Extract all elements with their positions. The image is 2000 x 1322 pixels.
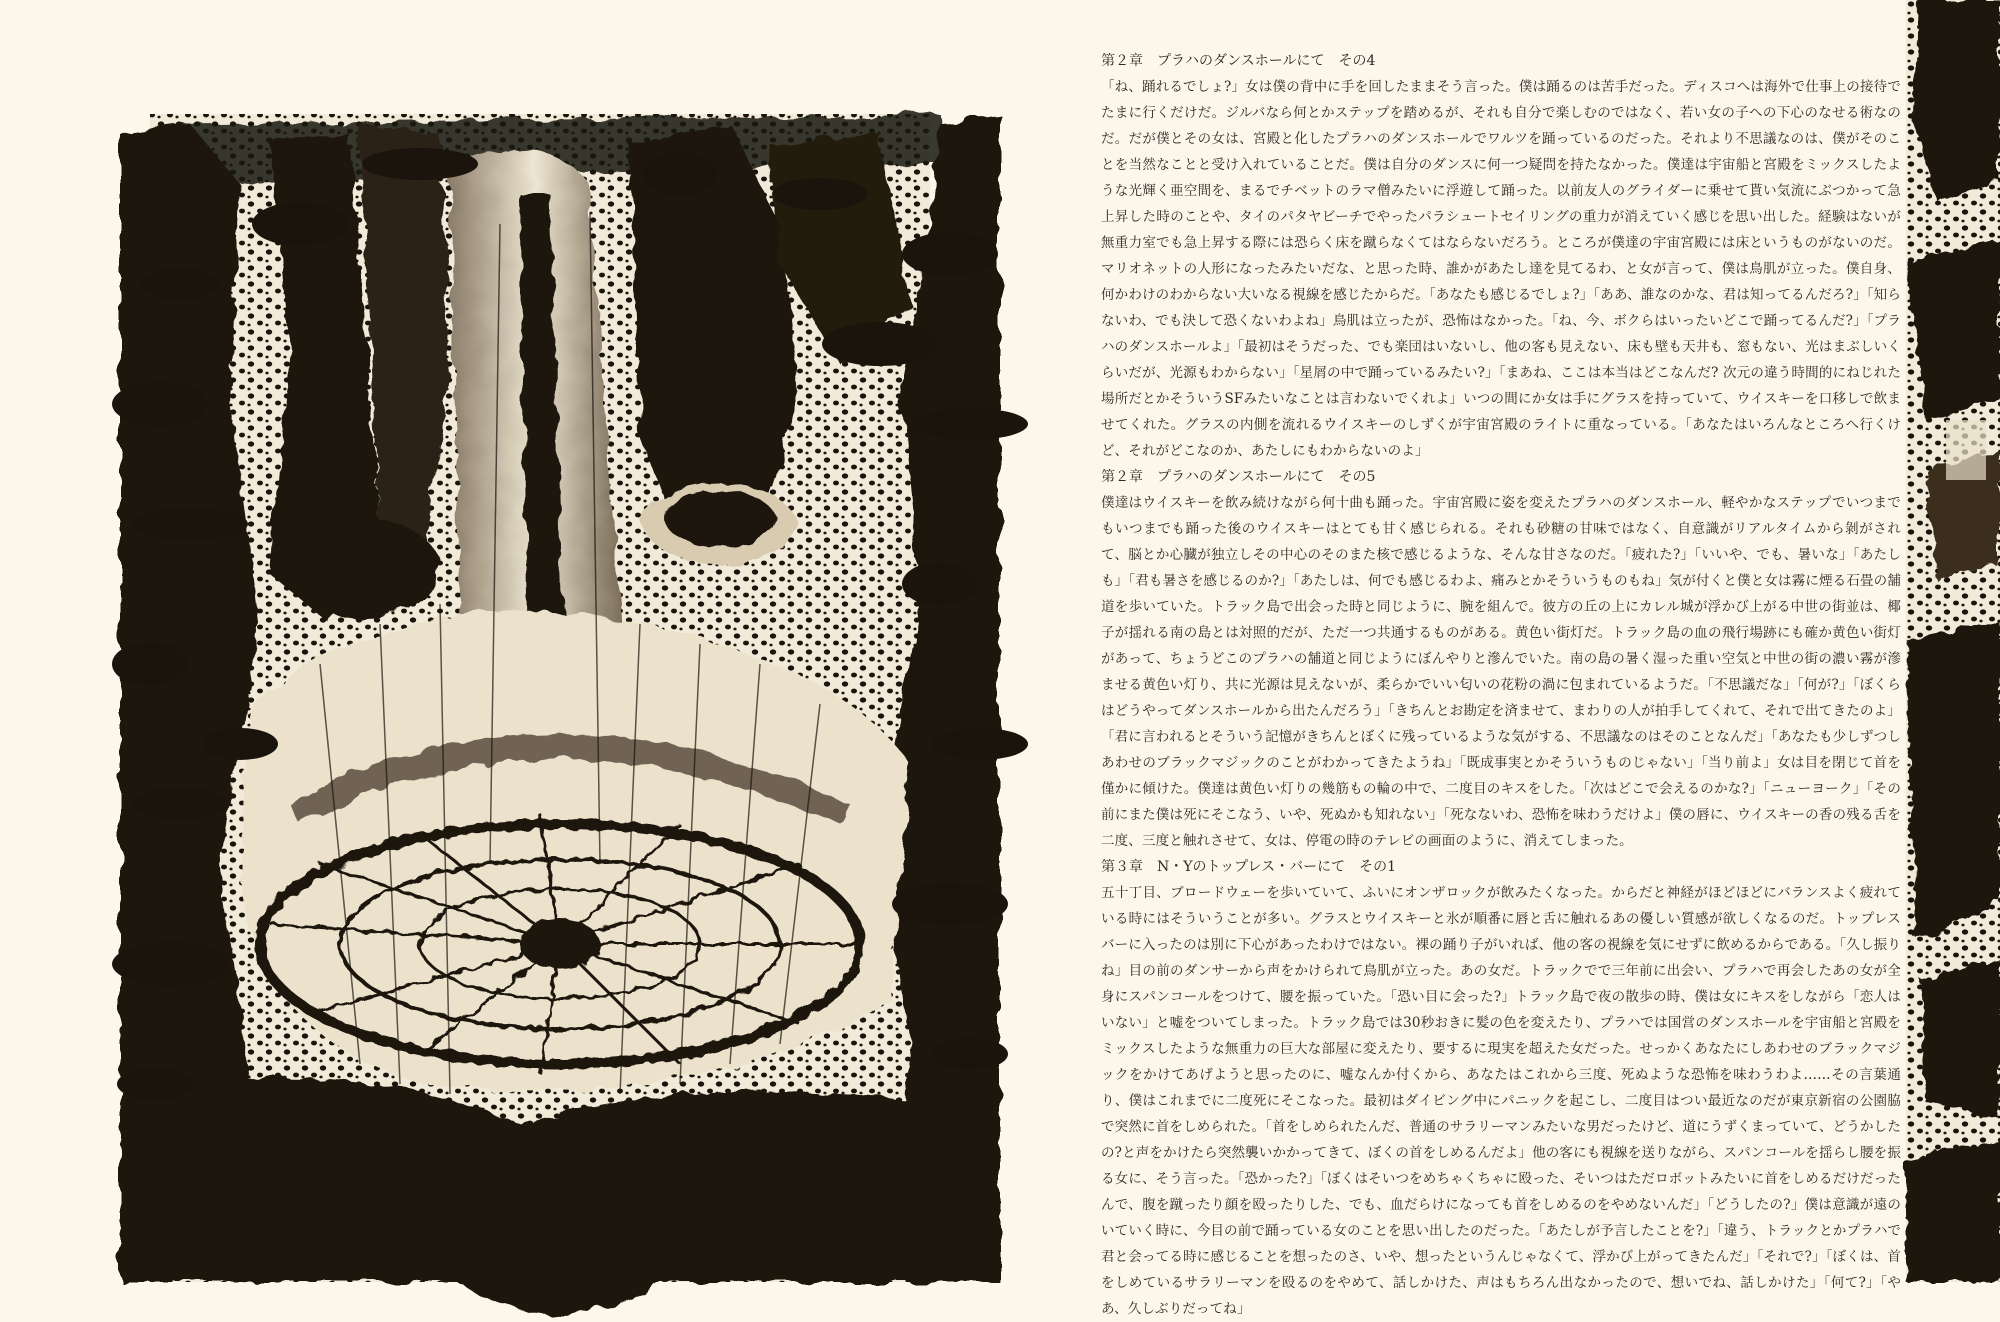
brush-dab: [112, 942, 228, 986]
brush-dab: [112, 382, 208, 426]
brush-dab: [902, 232, 998, 276]
ink-painting-edge: [1906, 0, 2000, 1282]
section-body: 「ね、踊れるでしょ?」女は僕の背中に手を回したままそう言った。僕は踊るのは苦手だった。ディスコへは海外で仕事上の接待でたまに行くだけだ。ジルバなら何とかステップを踏めるが、それも自分で楽しむのではなく、若い女の子への下心のなせる術なのだ。だが僕とその女は、宮殿と化したプラハのダンスホールでワルツを踊っているのだった。それより不思議なのは、僕がそのことを当然なことと受け入れていることだ。僕は自分のダンスに何一つ疑問を持たなかった。僕達は宇宙船と宮殿をミックスしたような光輝く亜空間を、まるでチベットのラマ僧みたいに浮遊して踊った。以前友人のグライダーに乗せて貰い気流にぶつかって急上昇した時のことや、タイのパタヤビーチでやったパラシュートセイリングの重力が消えていく感じを思い出した。経験はないが無重力室でも急上昇する際には恐らく床を蹴らなくてはならないだろう。ところが僕達の宇宙宮殿には床というものがないのだ。マリオネットの人形になったみたいだな、と思った時、誰かがあたし達を見てるわ、と女が言って、僕は鳥肌が立った。僕自身、何かわけのわからない大いなる視線を感じたからだ。「あなたも感じるでしょ?」「ああ、誰なのかな、君は知ってるんだろ?」「知らないわ、でも決して恐くないわよね」鳥肌は立ったが、恐怖はなかった。「ね、今、ボクらはいったいどこで踊ってるんだ?」「プラハのダンスホールよ」「最初はそうだった、でも楽団はいないし、他の客も見えない、床も壁も天井も、窓もない、光はまぶしいくらいだが、光源もわからない」「星屑の中で踊っているみたい?」「まあね、ここは本当はどこなんだ? 次元の違う時間的にねじれた場所だとかそういうSFみたいなことは言わないでくれよ」いつの間にか女は手にグラスを持っていて、ウイスキーを口移しで飲ませてくれた。グラスの内側を流れるウイスキーのしずくが宇宙宮殿のライトに重なっている。「あなたはいろんなところへ行くけど、それがどこなのか、あたしにもわからないのよ」: [1101, 79, 1901, 459]
edge-painting-svg: [1906, 0, 2000, 1282]
brush-dab: [912, 408, 1028, 440]
section-heading: 第３章 N・Yのトップレス・バーにて その1: [1101, 859, 1396, 875]
section-heading: 第２章 プラハのダンスホールにて その5: [1101, 469, 1376, 485]
ink-painting-svg: [120, 104, 1000, 1282]
text-column: [1101, 48, 1901, 1317]
brush-dab: [642, 152, 718, 196]
brush-dab: [117, 1068, 193, 1100]
brush-dab: [132, 788, 228, 820]
section-ch3-part1: [1101, 854, 1901, 1322]
brush-dab: [252, 202, 348, 246]
section-ch2-part5: [1101, 464, 1901, 854]
section-body: 僕達はウイスキーを飲み続けながら何十曲も踊った。宇宙宮殿に姿を変えたプラハのダンスホール、軽やかなステップでいつまでもいつまでも踊った後のウイスキーはとても甘く感じられる。それも砂糖の甘味ではなく、自意識がリアルタイムから剝がされて、脳とか心臓が独立しその中心のそのまた核で感じるような、そんな甘さなのだ。「疲れた?」「いいや、でも、暑いな」「あたしも」「君も暑さを感じるのか?」「あたしは、何でも感じるわよ、痛みとかそういうものもね」気が付くと僕と女は霧に煙る石畳の舗道を歩いていた。トラック島で出会った時と同じように、腕を組んで。彼方の丘の上にカレル城が浮かび上がる中世の街並は、椰子が揺れる南の島とは対照的だが、ただ一つ共通するものがある。黄色い街灯だ。トラック島の血の飛行場跡にも確か黄色い街灯があって、ちょうどこのプラハの舗道と同じようにぼんやりと滲んでいた。南の島の暑く湿った重い空気と中世の街の濃い霧が滲ませる黄色い灯り、共に光源は見えないが、柔らかでいい匂いの花粉の渦に包まれているようだ。「不思議だな」「何が?」「ぼくらはどうやってダンスホールから出たんだろう」「きちんとお勘定を済ませて、まわりの人が拍手してくれて、それで出てきたのよ」「君に言われるとそういう記憶がきちんとぼくに残っているような気がする、不思議なのはそのことなんだ」「あなたも少しずつしあわせのブラックマジックのことがわかってきたようね」「既成事実とかそういうものじゃない」「当り前よ」女は目を閉じて首を僅かに傾けた。僕達は黄色い灯りの幾筋もの輪の中で、二度目のキスをした。「次はどこで会えるのかな?」「ニューヨーク」「その前にまた僕は死にそこなう、いや、死ぬかも知れない」「死なないわ、恐怖を味わうだけよ」僕の唇に、ウイスキーの香の残る舌を二度、三度と触れさせて、女は、停電の時のテレビの画面のように、消えてしまった。: [1101, 495, 1901, 849]
abstract-ink-painting: [120, 104, 1000, 1282]
brush-dab: [202, 728, 278, 760]
brush-dab: [362, 148, 478, 180]
brush-dab: [932, 728, 1028, 760]
brush-dab: [822, 322, 938, 366]
brush-dab: [902, 562, 978, 606]
brush-dab: [892, 882, 1008, 926]
section-body: 五十丁目、ブロードウェーを歩いていて、ふいにオンザロックが飲みたくなった。からだと神経がほどほどにバランスよく疲れている時にはそういうことが多い。グラスとウイスキーと氷が順番に唇と舌に触れるあの優しい質感が欲しくなるのだ。トップレスバーに入ったのは別に下心があったわけではない。裸の踊り子がいれば、他の客の視線を気にせずに飲めるからである。「久し振りね」目の前のダンサーから声をかけられて鳥肌が立った。あの女だ。トラックでで三年前に出会い、プラハで再会したあの女が全身にスパンコールをつけて、腰を振っていた。「恐い目に会った?」トラック島で夜の散歩の時、僕は女にキスをしながら「恋人はいない」と嘘をついてしまった。トラック島では30秒おきに髪の色を変えたり、プラハでは国営のダンスホールを宇宙船と宮殿をミックスしたような無重力の巨大な部屋に変えたり、要するに現実を超えた女だった。せっかくあなたにしあわせのブラックマジックをかけてあげようと思ったのに、嘘なんか付くから、あなたはこれから三度、死ぬような恐怖を味わうわよ……その言葉通り、僕はこれまでに二度死にそこなった。最初はダイビング中にパニックを起こし、二度目はつい最近なのだが東京新宿の公園脇で突然に首をしめられた。「首をしめられたんだ、普通のサラリーマンみたいな男だったけど、道にうずくまっていて、どうかしたの?と声をかけたら突然襲いかかってきて、ぼくの首をしめるんだよ」他の客にも視線を送りながら、スパンコールを揺らし腰を振る女に、そう言った。「恐かった?」「ぼくはそいつをめちゃくちゃに殴った、そいつはただロボットみたいに首をしめるだけだったんで、腹を蹴ったり顔を殴ったりした、でも、血だらけになっても首をしめるのをやめないんだ」「どうしたの?」僕は意識が遠のいていく時に、今目の前で踊っている女のことを思い出したのだった。「あたしが予言したことを?」「違う、トラックとかプラハで君と会ってる時に感じることを想ったのさ、いや、想ったというんじゃなくて、浮かび上がってきたんだ」「それで?」「ぼくは、首をしめているサラリーマンを殴るのをやめて、話しかけた、声はもちろん出なかったので、想いでね、話しかけた」「何て?」「やあ、久しぶりだってね」: [1101, 885, 1901, 1317]
brush-dab: [772, 178, 868, 210]
section-ch2-part4: [1101, 48, 1901, 464]
brush-dab: [132, 508, 248, 540]
brush-dab: [932, 1038, 1008, 1070]
brush-dab: [142, 268, 218, 300]
section-heading: 第２章 プラハのダンスホールにて その4: [1101, 53, 1376, 69]
brush-dab: [112, 642, 188, 686]
